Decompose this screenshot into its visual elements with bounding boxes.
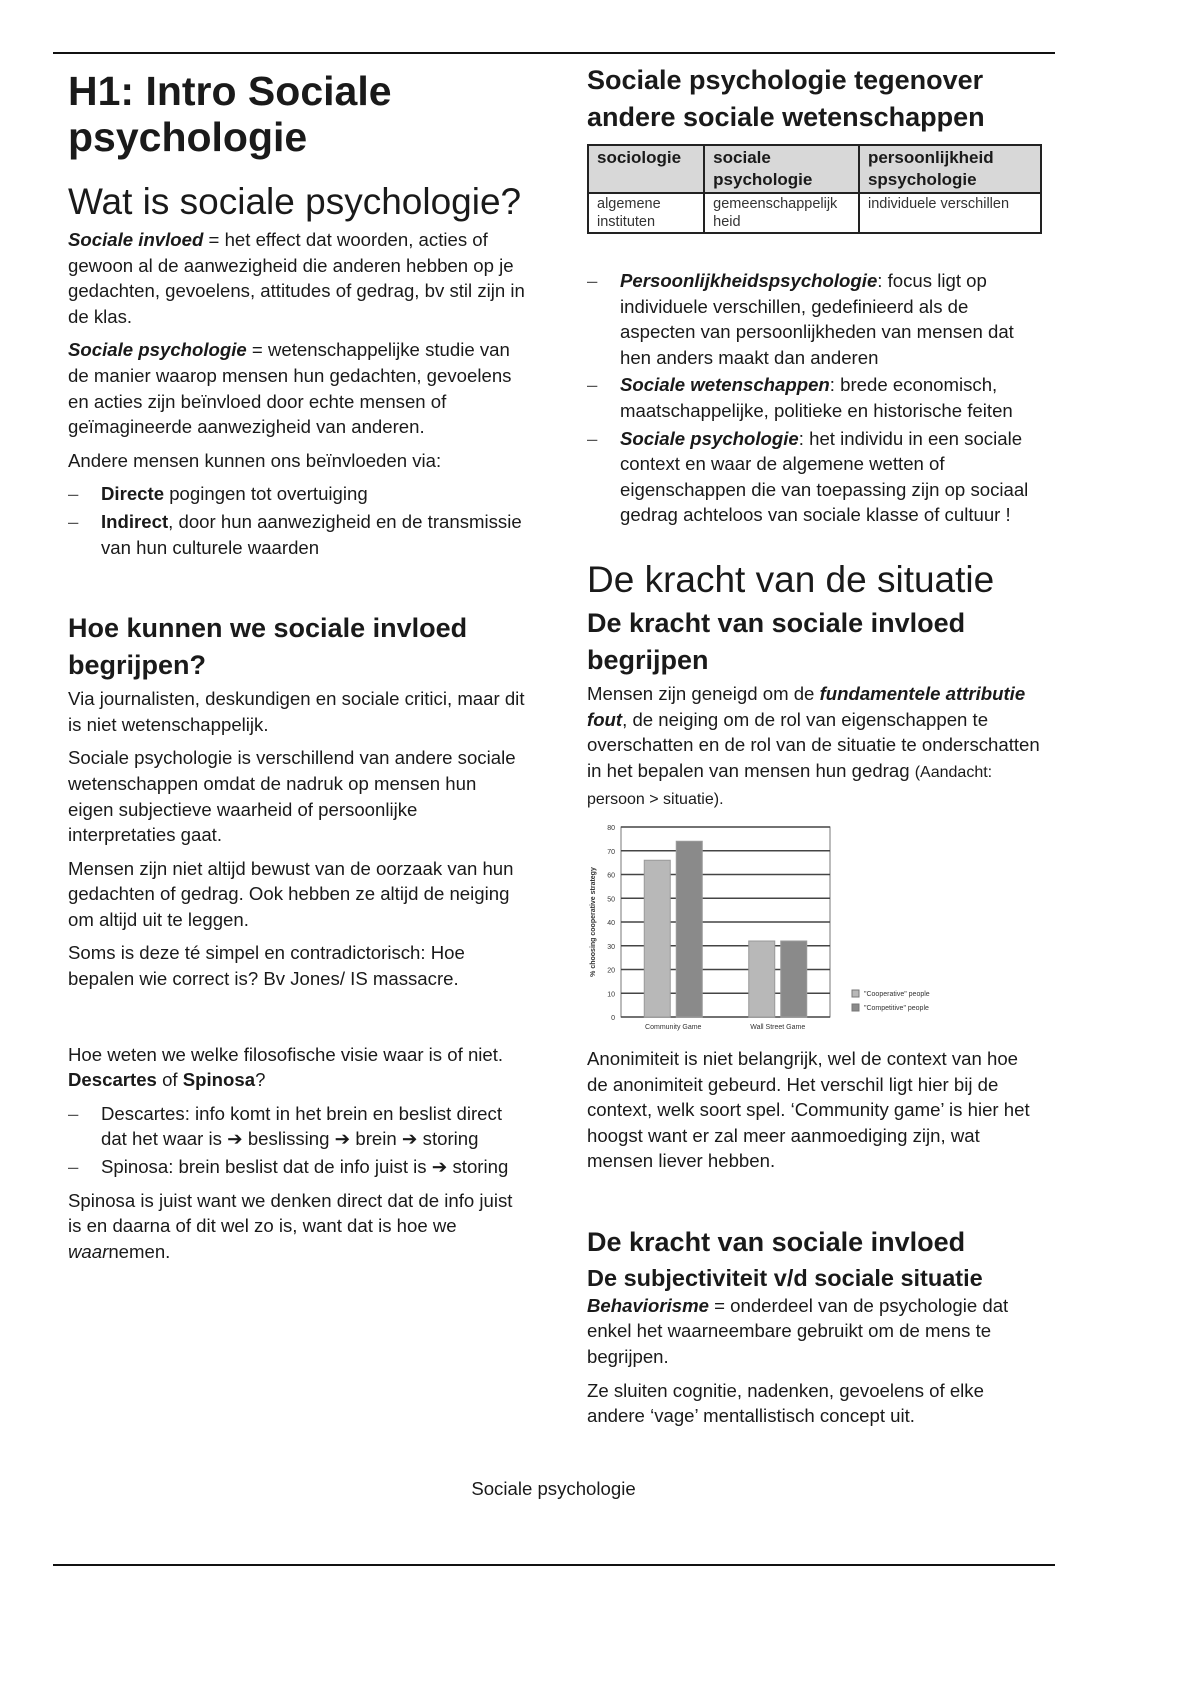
paragraph (68, 227, 526, 329)
page-title: H1: Intro Sociale psychologie (68, 68, 392, 160)
emphasis-text: Indirect (101, 510, 169, 532)
text-span: ? (255, 1069, 266, 1091)
text-span: Mensen zijn niet altijd bewust van de oorzaak van hun gedachten of gedrag. Ook hebben ze altijd de neiging om altijd uit te leggen. (68, 857, 514, 930)
spacer (68, 1000, 526, 1042)
right-column (587, 62, 1042, 1437)
bullet-list (587, 268, 1042, 528)
text-span: : focus ligt op individuele verschillen, gedefinieerd als de aspecten van persoonlijkheden van mensen dat hen anders maakt dan anderen (620, 270, 1014, 368)
emphasis-text: Behaviorisme (587, 1294, 709, 1316)
paragraph (68, 1188, 526, 1265)
text-span: , door hun aanwezigheid en de transmissie van hun culturele waarden (101, 510, 522, 558)
list-item (587, 372, 1042, 423)
bar-chart (587, 821, 967, 1036)
text-span: of (156, 1069, 183, 1091)
text-span: = onderdeel van de psychologie dat enkel het waarneembare gebruikt om de mens te begrijpen. (587, 1294, 1009, 1368)
text-span: nemen. (108, 1240, 171, 1262)
paragraph (68, 337, 526, 439)
paragraph (68, 745, 526, 847)
legend-label: "Competitive" people (864, 1004, 929, 1012)
section-heading: Wat is sociale psychologie? (68, 181, 522, 222)
paragraph (587, 1046, 1042, 1174)
bottom-rule (53, 1564, 1055, 1566)
table-cell: algemene instituten (588, 193, 704, 233)
bar (749, 941, 775, 1017)
paragraph (587, 1378, 1042, 1429)
x-tick-label: Wall Street Game (750, 1023, 806, 1031)
text-span: = het effect dat woorden, acties of gewoon al de aanwezigheid die anderen hebben op je gedachten, gevoelens, attitudes of gedrag, bv stil zijn in de klas. (68, 229, 525, 327)
text-span: Hoe weten we welke filosofische visie waar is of niet. (68, 1043, 504, 1065)
top-rule (53, 52, 1055, 54)
dash-bullet: – (68, 1102, 79, 1124)
dash-bullet: – (587, 270, 598, 291)
paragraph (68, 686, 526, 737)
paragraph (587, 1293, 1042, 1370)
emphasis-text: Sociale psychologie (68, 339, 247, 361)
paragraph (68, 940, 526, 991)
dash-bullet: – (68, 483, 79, 505)
legend-swatch (852, 1004, 859, 1011)
left-column (68, 62, 526, 1272)
emphasis-text: Sociale psychologie (620, 427, 799, 449)
paragraph (587, 681, 1042, 813)
dash-bullet: – (68, 1156, 79, 1178)
text-span: Spinosa: brein beslist dat de info juist is ➔ storing (101, 1156, 509, 1178)
table-header-cell: persoonlijkheid spsychologie (859, 145, 1041, 193)
table-cell: individuele verschillen (859, 193, 1041, 233)
y-tick-label: 0 (611, 1014, 615, 1022)
section-heading: Sociale psychologie tegenover andere sociale wetenschappen (587, 65, 985, 132)
section-heading: De subjectiviteit v/d sociale situatie (587, 1264, 983, 1291)
dash-bullet: – (68, 510, 79, 532)
y-tick-label: 70 (607, 848, 615, 856)
spacer (587, 1182, 1042, 1224)
section-heading: De kracht van sociale invloed (587, 1226, 966, 1257)
text-span: Descartes: info komt in het brein en beslist direct dat het waar is ➔ beslissing ➔ brein ➔ storing (101, 1102, 502, 1150)
emphasis-text: Directe (101, 483, 165, 505)
y-tick-label: 30 (607, 943, 615, 951)
bullet-list (68, 481, 526, 560)
list-item (68, 509, 526, 560)
list-item (68, 1101, 526, 1152)
page-footer: Sociale psychologie (471, 1478, 636, 1499)
y-tick-label: 60 (607, 872, 615, 880)
paragraph (68, 448, 526, 474)
section-heading: De kracht van de situatie (587, 558, 995, 600)
text-span: , de neiging om de rol van eigenschappen te overschatten en de rol van de situatie te onderschatten in het bepalen van mensen hun gedrag (587, 708, 1040, 781)
dash-bullet: – (587, 427, 598, 449)
paragraph (68, 1042, 526, 1093)
emphasis-text: Spinosa (182, 1069, 256, 1091)
text-span: Ze sluiten cognitie, nadenken, gevoelens of elke andere ‘vage’ mentallistisch concept uit. (587, 1379, 984, 1427)
text-span: Andere mensen kunnen ons beïnvloeden via: (68, 449, 442, 471)
text-span: Mensen zijn geneigd om de (587, 682, 820, 704)
list-item (68, 481, 526, 507)
y-tick-label: 40 (607, 919, 615, 927)
emphasis-text: (Aandacht: persoon > situatie). (587, 763, 993, 809)
text-span: Spinosa is juist want we denken direct dat de info juist is en daarna of dit wel zo is, want dat is hoe we (68, 1189, 513, 1237)
spacer (68, 568, 526, 610)
text-span: Soms is deze té simpel en contradictorisch: Hoe bepalen wie correct is? Bv Jones/ IS massacre. (68, 942, 465, 990)
list-item (587, 426, 1042, 528)
emphasis-text: Descartes (68, 1069, 157, 1091)
section-heading: Hoe kunnen we sociale invloed begrijpen? (68, 613, 468, 681)
bar (644, 860, 670, 1017)
y-tick-label: 50 (607, 896, 615, 904)
x-tick-label: Community Game (645, 1023, 702, 1031)
emphasis-text: Sociale wetenschappen (620, 374, 830, 396)
section-heading: De kracht van sociale invloed begrijpen (587, 607, 966, 675)
emphasis-text: Sociale invloed (68, 229, 204, 250)
y-tick-label: 80 (607, 824, 615, 832)
text-span: Via journalisten, deskundigen en sociale critici, maar dit is niet wetenschappelijk. (68, 688, 525, 735)
text-span: : brede economisch, maatschappelijke, politieke en historische feiten (620, 374, 1013, 421)
text-span: Sociale psychologie is verschillend van andere sociale wetenschappen omdat de nadruk op mensen hun eigen subjectieve waarheid of persoonlijke interpretaties gaat. (68, 747, 516, 846)
list-item (68, 1154, 526, 1180)
bar (676, 841, 702, 1017)
spacer (587, 536, 1042, 556)
dash-bullet: – (587, 374, 598, 396)
bar (781, 941, 807, 1017)
list-item (587, 268, 1042, 370)
comparison-table (587, 144, 1042, 234)
y-axis-label: % choosing cooperative strategy (590, 867, 597, 977)
y-tick-label: 10 (607, 991, 615, 999)
table-header-cell: sociologie (588, 145, 704, 193)
bullet-list (68, 1101, 526, 1180)
legend-swatch (852, 990, 859, 997)
text-span: Anonimiteit is niet belangrijk, wel de context van hoe de anonimiteit gebeurd. Het verschil ligt hier bij de context, welk soort spel. ‘Community game’ is hier het hoogst want er zal meer aanmoediging zijn, wat mensen liever hebben. (587, 1047, 1030, 1172)
table-row (588, 193, 1041, 233)
emphasis-text: Persoonlijkheidspsychologie (620, 270, 878, 291)
y-tick-label: 20 (607, 967, 615, 975)
legend-label: "Cooperative" people (864, 990, 930, 998)
emphasis-text: fundamentele attributie fout (587, 682, 1026, 730)
text-span: = wetenschappelijke studie van de manier waarop mensen hun gedachten, gevoelens en acties zijn beïnvloed door echte mensen of geïmagineerde aanwezigheid van anderen. (68, 339, 512, 438)
table-header-cell: sociale psychologie (704, 145, 859, 193)
text-span: : het individu in een sociale context en waar de algemene wetten of eigenschappen die van toepassing zijn op sociaal gedrag achteloos van sociale klasse of cultuur ! (620, 427, 1029, 526)
text-span: pogingen tot overtuiging (164, 483, 368, 505)
table-cell: gemeenschappelijk heid (704, 193, 859, 233)
paragraph (68, 856, 526, 933)
emphasis-text: waar (68, 1240, 109, 1262)
